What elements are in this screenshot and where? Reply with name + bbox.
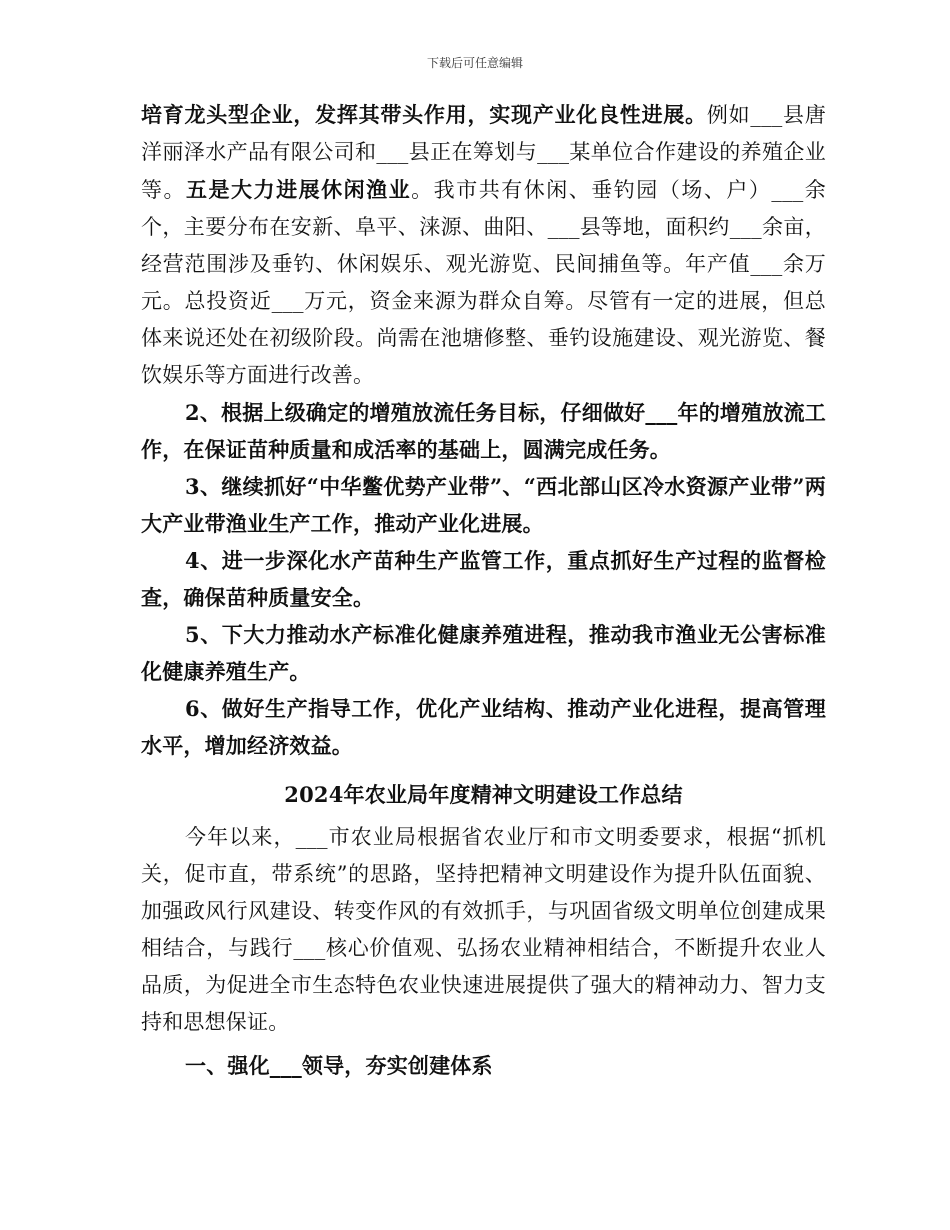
list-item-6: 6、做好生产指导工作，优化产业结构、推动产业化进程，提高管理水平，增加经济效益。 [141,696,826,758]
paragraph-text: 例如___县唐洋丽泽水产品有限公司和___县正在筹划与___某单位合作建设的养殖企业等。 [141,103,826,202]
bold-phrase: 培育龙头型企业，发挥其带头作用，实现产业化良性进展。 [141,102,707,127]
document-body [141,96,826,1084]
list-item-2: 2、根据上级确定的增殖放流任务目标，仔细做好___年的增殖放流工作，在保证苗种质量和成活率的基础上，圆满完成任务。 [141,400,826,462]
intro-paragraph: 今年以来，___市农业局根据省农业厅和市文明委要求，根据“抓机关，促市直，带系统”的思路，坚持把精神文明建设作为提升队伍面貌、加强政风行风建设、转变作风的有效抓手，与巩固省级文明单位创建成果相结合，与践行___核心价值观、弘扬农业精神相结合，不断提升农业人品质，为促进全市生态特色农业快速进展提供了强大的精神动力、智力支持和思想保证。 [141,825,826,1034]
list-item-3: 3、继续抓好“中华鳖优势产业带”、“西北部山区冷水资源产业带”两大产业带渔业生产工作，推动产业化进展。 [141,474,826,536]
list-item-5: 5、下大力推动水产标准化健康养殖进程，推动我市渔业无公害标准化健康养殖生产。 [141,622,826,684]
paragraph-leisure-fishery [141,96,826,394]
page-header: 下载后可任意编辑 [426,56,523,70]
paragraph-text: 。我市共有休闲、垂钓园（场、户）___余个，主要分布在安新、阜平、涞源、曲阳、___县等地，面积约___余亩，经营范围涉及垂钓、休闲娱乐、观光游览、民间捕鱼等。年产值___余万元。总投资近___万元，资金来源为群众自筹。尽管有一定的进展，但总体来说还处在初级阶段。尚需在池塘修整、垂钓设施建设、观光游览、餐饮娱乐等方面进行改善。 [141,178,827,387]
section-heading-1: 一、强化___领导，夯实创建体系 [185,1053,493,1078]
list-item-4: 4、进一步深化水产苗种生产监管工作，重点抓好生产过程的监督检查，确保苗种质量安全。 [141,548,826,610]
bold-phrase: 五是大力进展休闲渔业 [186,177,412,202]
section-title: 2024年农业局年度精神文明建设工作总结 [284,782,683,807]
